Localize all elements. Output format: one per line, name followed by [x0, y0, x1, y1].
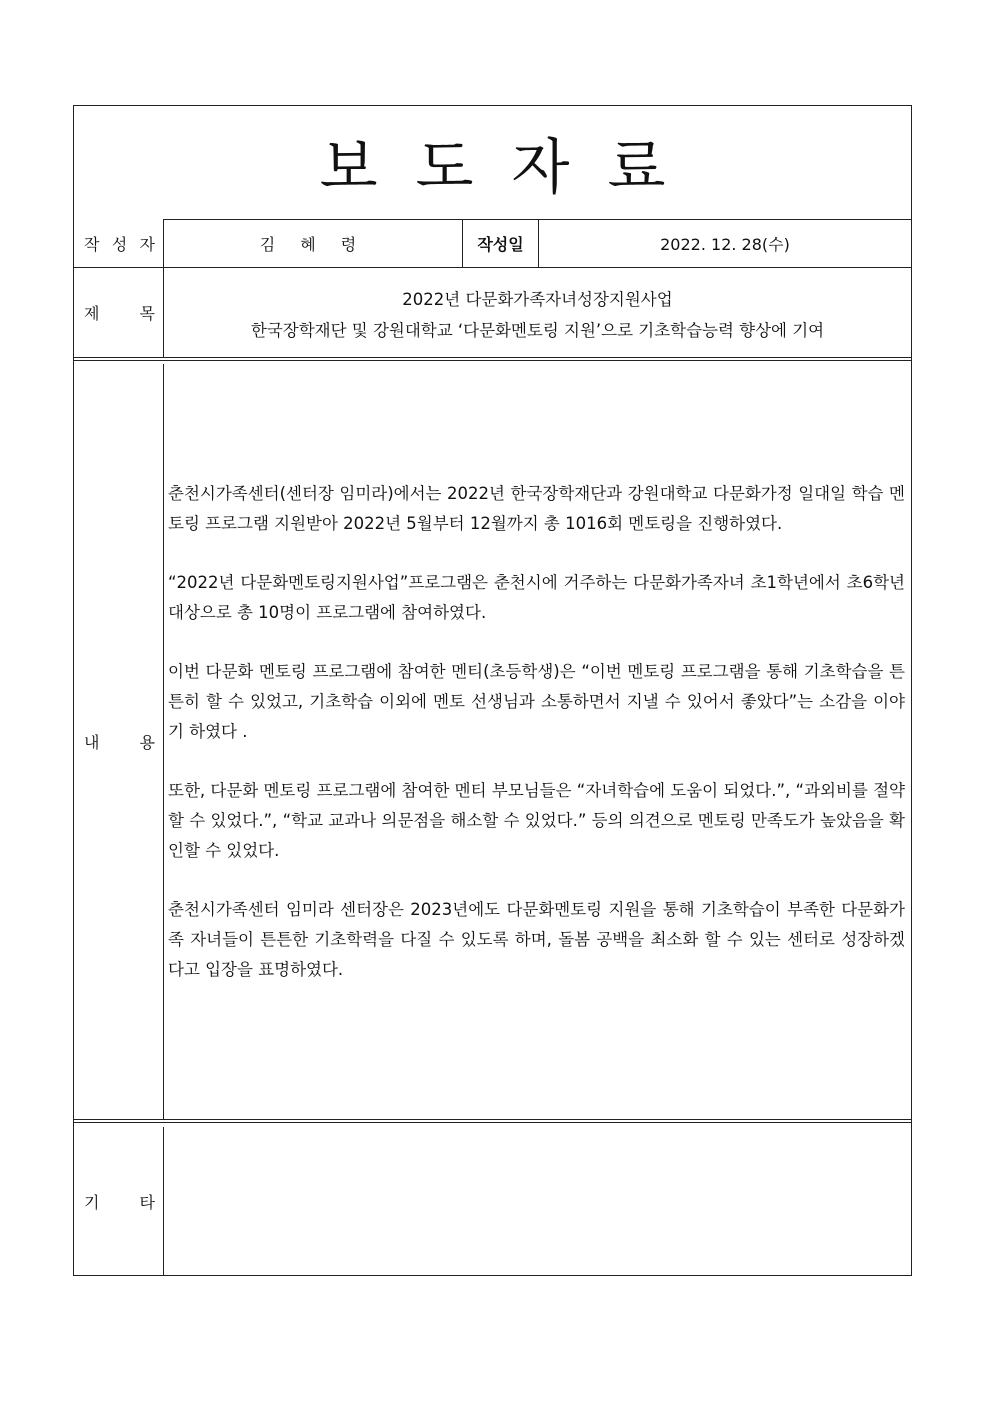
content-label-char: 용: [139, 733, 155, 752]
etc-label-char: 타: [139, 1192, 155, 1212]
title-cell: [74, 106, 911, 220]
author-label-char: 성: [111, 234, 128, 254]
content-paragraph: 춘천시가족센터(센터장 임미라)에서는 2022년 한국장학재단과 강원대학교 다문화가정 일대일 학습 멘토링 프로그램 지원받아 2022년 5월부터 12월까지 총 1016회 멘토링을 진행하였다.: [168, 484, 905, 533]
date-label: 작성일: [463, 219, 539, 267]
subject-label-char: 목: [139, 304, 155, 323]
author-label: [74, 219, 164, 267]
content-body: [164, 364, 911, 1119]
author-label-char: 자: [139, 234, 155, 254]
subject-line-1: 2022년 다문화가족자녀성장지원사업: [402, 289, 673, 309]
content-row: [74, 364, 911, 1123]
etc-row: [74, 1127, 911, 1275]
author-row: [74, 219, 911, 268]
content-label: [74, 364, 164, 1119]
etc-value: [164, 1127, 911, 1275]
subject-line-2: 한국장학재단 및 강원대학교 ‘다문화멘토링 지원’으로 기초학습능력 향상에 기여: [250, 320, 825, 340]
subject-label: [74, 268, 164, 357]
date-value: 2022. 12. 28(수): [660, 234, 790, 254]
author-value: 김 혜 령: [164, 219, 463, 267]
press-release-form: [73, 105, 912, 1276]
content-label-char: 내: [84, 733, 100, 752]
page-title: 보도자료: [319, 132, 704, 203]
subject-value: [164, 268, 911, 357]
content-paragraph: 춘천시가족센터 임미라 센터장은 2023년에도 다문화멘토링 지원을 통해 기초학습이 부족한 다문화가족 자녀들이 튼튼한 기초학력을 다질 수 있도록 하며, 돌봄 공백을 최소화 할 수 있는 센터로 성장하겠다고 입장을 표명하였다.: [168, 900, 905, 979]
subject-row: [74, 268, 911, 361]
content-paragraph: 또한, 다문화 멘토링 프로그램에 참여한 멘티 부모님들은 “자녀학습에 도움이 되었다.”, “과외비를 절약 할 수 있었다.”, “학교 교과나 의문점을 해소할 수 있었다.” 등의 의견으로 멘토링 만족도가 높았음을 확인할 수 있었다.: [168, 781, 905, 860]
content-paragraph: 이번 다문화 멘토링 프로그램에 참여한 멘티(초등학생)은 “이번 멘토링 프로그램을 통해 기초학습을 튼튼히 할 수 있었고, 기초학습 이외에 멘토 선생님과 소통하면서 지낼 수 있어서 좋았다”는 소감을 이야기 하였다 .: [168, 662, 905, 741]
etc-label: [74, 1127, 164, 1275]
author-label-char: 작: [84, 234, 100, 254]
etc-label-char: 기: [84, 1192, 100, 1212]
content-paragraph: “2022년 다문화멘토링지원사업”프로그램은 춘천시에 거주하는 다문화가족자녀 초1학년에서 초6학년 대상으로 총 10명이 프로그램에 참여하였다.: [168, 573, 905, 622]
subject-label-char: 제: [84, 304, 100, 323]
